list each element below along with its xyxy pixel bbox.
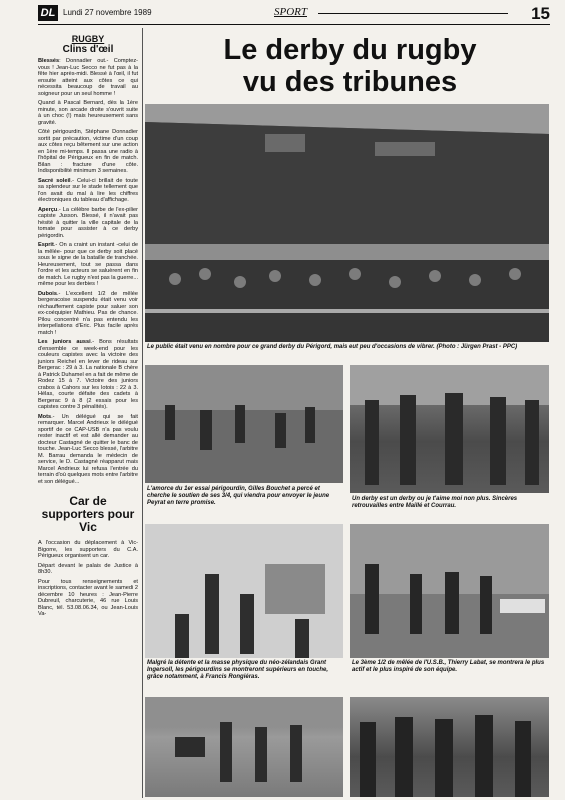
headline-line-1: Le derby du rugby <box>223 34 477 66</box>
article-headline <box>150 34 550 98</box>
stadium-illustration <box>145 104 549 342</box>
photo-scrum-half <box>350 524 549 658</box>
photo-caption: L'amorce du 1er essai périgourdin, Gilles Bouchet a percé et cherche le soutien de ses 3/4, qui viendra pour envoyer le jeune Peyrat en terre promise. <box>147 486 330 506</box>
rugby-players-illustration <box>145 365 343 483</box>
photo-tackle <box>145 697 343 797</box>
field-play-illustration <box>350 524 549 658</box>
paragraph: Quand à Pascal Bernard, dès la 1ère minute, son arcade droite s'ouvrit suite à un choc (!) mais heureusement sans gravité. <box>38 100 138 126</box>
sidebar-headline: Car de supporters pour Vic <box>41 494 135 534</box>
page-number: 15 <box>531 4 550 23</box>
photo-caption: Un derby est un derby ou je t'aime moi non plus. Sincères retrouvailles entre Maillé et Courrau. <box>352 496 518 509</box>
photo-players <box>350 697 549 797</box>
left-column <box>38 32 138 621</box>
photo-stadium-crowd <box>145 104 549 342</box>
paragraph: Départ devant le palais de Justice à 8h30. <box>38 562 138 575</box>
lineout-illustration <box>145 524 343 658</box>
rubric-label: RUGBY <box>71 34 105 44</box>
tackle-illustration <box>145 697 343 797</box>
header-rule <box>318 13 508 14</box>
column-title: Clins d'œil <box>62 43 114 55</box>
photo-caption: Malgré la détente et la masse physique du néo-zélandais Grant Ingersoll, les périgourdins se montreront supérieurs en touche, grâce notamment, à Francis Rongiéras. <box>147 660 329 680</box>
photo-lineout <box>145 524 343 658</box>
paragraph: A l'occasion du déplacement à Vic-Bigorre, les supporters du C.A. Périgueux organisent un car. <box>38 540 138 559</box>
paragraph: Aperçu.- La célèbre barbe de l'ex-pilier capiste Jusson. Blessé, il n'avait pas hésité à quitter la ville capitale de la tomate pour assister à ce derby périgordin. <box>38 206 138 239</box>
paragraph: Dubois.- L'excellent 1/2 de mêlée bergeracoise suspendu était venu voir réchauffement capiste pour saluer son ex-coéquipier Mathieu. Pas de chance. Pilou concentré n'a pas entendu les interpellations d'Eric. Plus facile après match ! <box>38 290 138 336</box>
section-name: SPORT <box>274 6 307 18</box>
newspaper-logo: DL <box>38 5 58 21</box>
photo-caption: Le 3ème 1/2 de mêlée de l'U.S.B., Thierry Labat, se montrera le plus actif et le plus inspiré de son équipe. <box>352 660 545 673</box>
photo-caption: Le public était venu en nombre pour ce grand derby du Périgord, mais eut peu d'occasions de vibrer. (Photo : Jürgen Prast - PPC) <box>147 344 518 350</box>
issue-date: Lundi 27 novembre 1989 <box>63 8 152 17</box>
paragraph: Mots.- Un délégué qui se fait remarquer. Marcel Andrieux le délégué sportif de ce CAP-USB n'a pas voulu rester inactif et est allé demander au docteur Castagné de quitter le banc de touche. Jean-Luc Secco blessé, l'arbitre M. Barrau demanda le médecin de service, le D. Castagné réapparut mais Marcel Andrieux lui refusa l'entrée du terrain d'où quelques mots entre l'arbitre et son délégué... <box>38 413 138 485</box>
paragraph: Esprit.- On a craint un instant -celui de la mêlée- pour que ce derby soit placé sous le signe de la bataille de tranchée. Heureusement, tout se passa dans l'ordre et les acteurs se saluèrent en fin de match. Le rugby n'est pas la guerre... même pour les derbies ! <box>38 242 138 287</box>
paragraph: Blessés: Donnadier out.- Comptez-vous ! Jean-Luc Secco ne fut pas à la fête hier après-midi. Blessé à l'œil, il fut ensuite atteint aux côtes ce qui nécessita beaucoup de travail au soigneur pour un seul homme ! <box>38 58 138 97</box>
headline-line-2: vu des tribunes <box>242 66 458 98</box>
paragraph: Côté périgourdin, Stéphane Donnadier sortit par précaution, victime d'un coup aux côtes reçu bêtement sur une action en 1ère mi-temps. Il passa une radio à l'hôpital de Périgueux en fin de match. Bilan : fracture d'une côte. Indisponibilité minimum 3 semaines. <box>38 129 138 174</box>
rugby-scrum-illustration <box>350 365 549 493</box>
paragraph: Sacré soleil.- Celui-ci brillait de toute sa splendeur sur le stade tellement que l'on avait du mal à lire les chiffres électroniques du tableau d'affichage. <box>38 177 138 203</box>
paragraph: Pour tous renseignements et inscriptions, contacter avant le samedi 2 décembre 10 heures : Jean-Pierre Dubreuil, charcuterie, 46 rue Louis Blanc, tél. 53.08.06.34, ou Jean-Louis Va- <box>38 578 138 617</box>
photo-first-try <box>145 365 343 483</box>
column-divider <box>142 28 143 798</box>
players-illustration <box>350 697 549 797</box>
paragraph: Les juniors aussi.- Bons résultats d'ensemble ce week-end pour les couleurs capistes avec la victoire des juniors Reichel en lever de rideau sur Bergerac : 29 à 3. La nationale B chère à Patrick Duhamel en a fait de même de Rodez 15 à 7. Victoire des juniors crabos à Cahors sur les lotois : 22 à 3. Hélas, courte défaite des cadets à Bergerac 9 à 8 (2 essais pour les capistes contre 3 pénalités). <box>38 339 138 410</box>
page-header <box>38 4 550 25</box>
photo-derby-reunion <box>350 365 549 493</box>
